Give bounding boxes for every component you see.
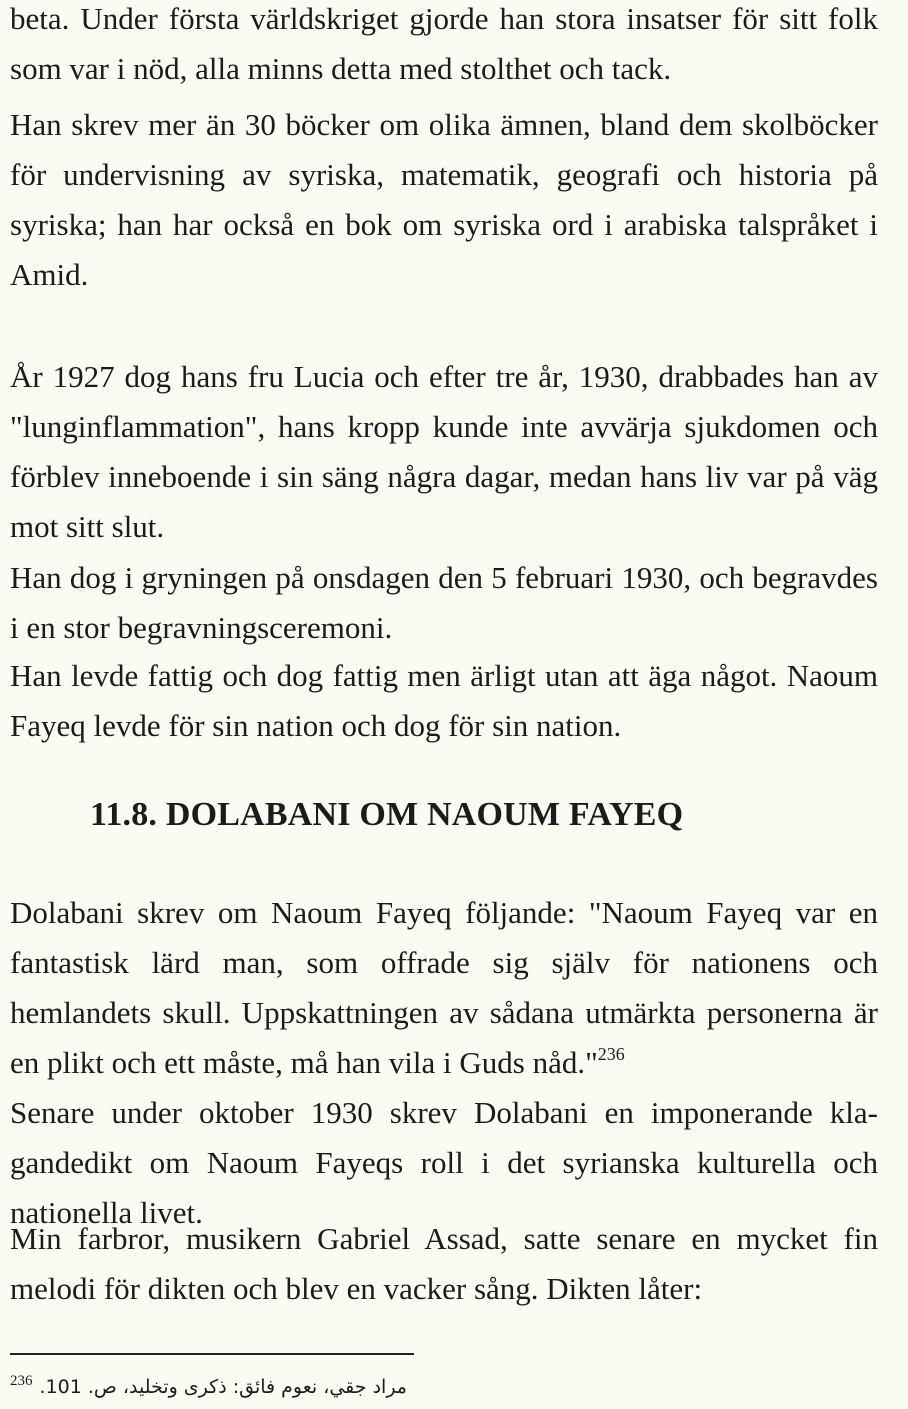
paragraph: Min farbror, musikern Gabriel Assad, satte senare en mycket fin melodi för dikten och blev en vacker sång. Dikten låter: bbox=[10, 1221, 878, 1306]
paragraph: Han skrev mer än 30 böcker om olika ämnen, bland dem skolböcker för undervisning av syriska, matematik, geografi och historia på syriska; han har också en bok om syriska ord i arabiska talspråket i Amid. bbox=[10, 107, 878, 292]
footnote-number: 236 bbox=[10, 1373, 33, 1389]
paragraph bbox=[10, 888, 878, 1088]
footnote-reference[interactable]: 236 bbox=[597, 1044, 625, 1064]
footnote bbox=[10, 1372, 407, 1404]
paragraph-text: Dolabani skrev om Naoum Fayeq följande: "Naoum Fayeq var en fantastisk lärd man, som offrade sig själv för nationens och hemlandets skull. Uppskattningen av sådana utmärkta personerna är en plikt och ett måste, må han vila i Guds nåd." bbox=[10, 895, 878, 1080]
paragraph: År 1927 dog hans fru Lucia och efter tre år, 1930, drabbades han av "lunginflammation", hans kropp kunde inte avvärja sjukdomen och förblev inneboende i sin säng några dagar, medan hans liv var på väg mot sitt slut. bbox=[10, 359, 878, 544]
section-heading: 11.8. DOLABANI OM NAOUM FAYEQ bbox=[90, 796, 684, 833]
footnote-text: مراد جقي، نعوم فائق: ذكرى وتخليد، ص. 101. bbox=[39, 1376, 407, 1398]
paragraph: beta. Under första världskriget gjorde han stora insatser för sitt folk som var i nöd, alla minns detta med stolthet och tack. bbox=[10, 1, 878, 86]
paragraph: Senare under oktober 1930 skrev Dolabani en imponerande klagandedikt om Naoum Fayeqs roll i det syrianska kulturella och nationella livet. bbox=[10, 1095, 878, 1230]
paragraph: Han dog i gryningen på onsdagen den 5 februari 1930, och begravdes i en stor begravningsceremoni. bbox=[10, 560, 878, 645]
paragraph: Han levde fattig och dog fattig men ärligt utan att äga något. Naoum Fayeq levde för sin nation och dog för sin nation. bbox=[10, 658, 878, 743]
footnote-divider bbox=[10, 1353, 414, 1355]
